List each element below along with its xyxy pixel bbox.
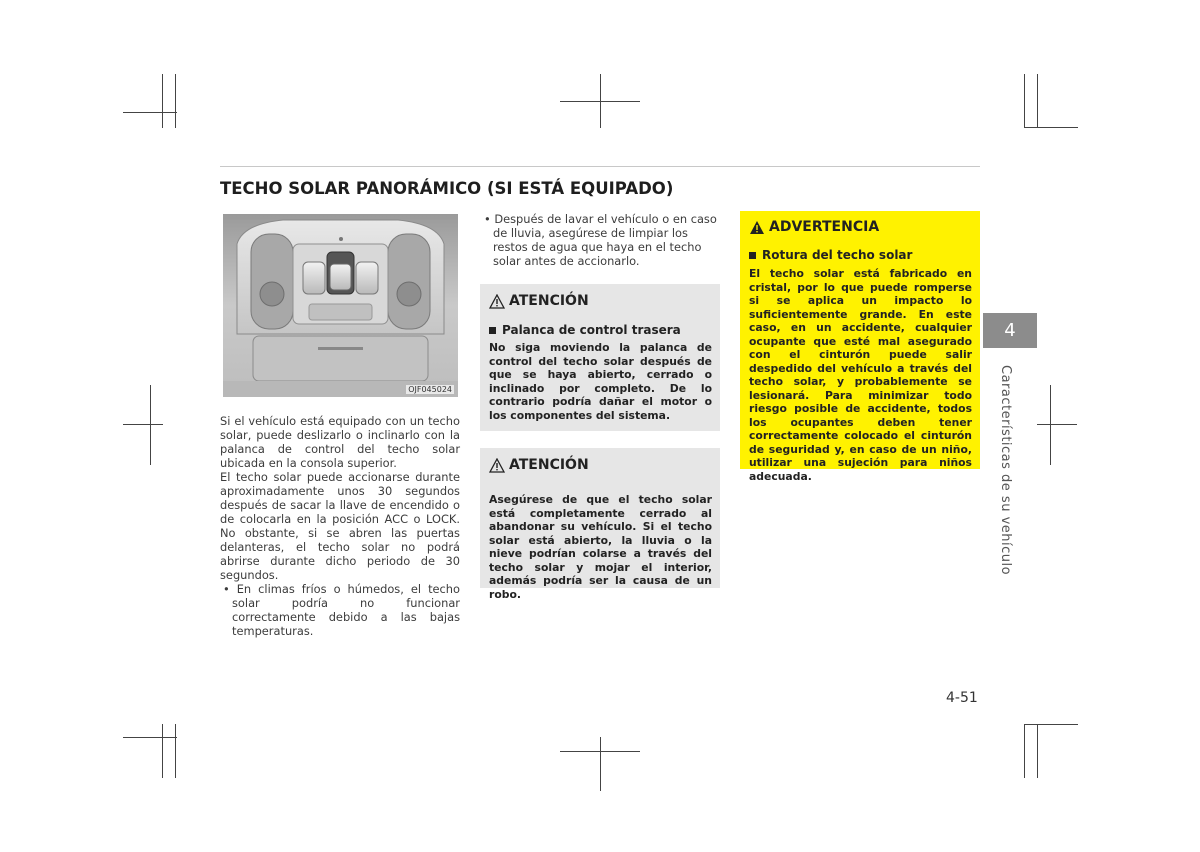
attention-box-1 — [480, 284, 720, 431]
bullet-after-washing: • Después de lavar el vehículo o en caso de lluvia, asegúrese de limpiar los restos de agua que haya en el techo solar antes de accionarlo. — [484, 212, 717, 268]
paragraph-1: Si el vehículo está equipado con un techo solar, puede deslizarlo o inclinarlo con la palanca de control del techo solar ubicada en la consola superior. — [220, 414, 460, 470]
sunroof-console-illustration — [223, 214, 458, 397]
warning-subheading — [749, 248, 972, 262]
chapter-title: Características de su vehículo — [998, 365, 1013, 576]
square-bullet-icon — [749, 252, 756, 259]
overhead-console-drawing — [223, 214, 458, 397]
section-title: TECHO SOLAR PANORÁMICO (SI ESTÁ EQUIPADO) — [220, 179, 674, 198]
attention-heading-text: ATENCIÓN — [509, 293, 589, 309]
chapter-tab: 4 — [983, 313, 1037, 348]
paragraph-2: El techo solar puede accionarse durante aproximadamente unos 30 segundos después de sacar la llave de encendido o de colocarla en la posición ACC o LOCK. No obstante, si se abren las puertas delanteras, el techo solar no podrá abrirse durante dicho periodo de 30 segundos. — [220, 470, 460, 582]
attention-heading-text: ATENCIÓN — [509, 457, 589, 473]
warning-triangle-icon — [749, 220, 765, 235]
attention-text: Asegúrese de que el techo solar está completamente cerrado al abandonar su vehículo. Si el techo solar está abierto, la lluvia o la nieve podrían colarse a través del techo solar y mojar el interior, además podría ser la causa de un robo. — [489, 493, 712, 601]
warning-heading — [749, 218, 972, 236]
attention-heading — [489, 292, 712, 310]
warning-triangle-icon — [489, 294, 505, 309]
attention-heading — [489, 456, 712, 474]
warning-box — [740, 211, 980, 483]
body-text — [220, 414, 460, 638]
warning-subheading-text: Rotura del techo solar — [762, 248, 913, 262]
bullet-cold-climate: • En climas fríos o húmedos, el techo solar podría no funcionar correctamente debido a las bajas temperaturas. — [223, 582, 460, 638]
page-number: 4-51 — [946, 690, 978, 706]
attention-subheading-text: Palanca de control trasera — [502, 323, 681, 337]
warning-triangle-icon — [489, 458, 505, 473]
header-rule — [220, 166, 980, 167]
warning-heading-text: ADVERTENCIA — [769, 219, 880, 235]
warning-text: El techo solar está fabricado en cristal, por lo que puede romperse si se aplica un impacto lo suficientemente grande. En este caso, en un accidente, cualquier ocupante que esté mal asegurado con el cinturón puede salir despedido del vehículo a través del techo solar, y probablemente se lesionará. Para minimizar todo riesgo posible de accidente, todos los ocupantes deben tener correctamente colocado el cinturón de seguridad y, en caso de un niño, utilizar una sujeción para niños adecuada. — [749, 267, 972, 483]
attention-box-2 — [480, 448, 720, 601]
figure-code: OJF045024 — [408, 385, 452, 394]
attention-subheading — [489, 323, 712, 337]
attention-text: No siga moviendo la palanca de control del techo solar después de que se haya abierto, cerrado o inclinado por completo. De lo contrario podría dañar el motor o los componentes del sistema. — [489, 341, 712, 422]
square-bullet-icon — [489, 327, 496, 334]
